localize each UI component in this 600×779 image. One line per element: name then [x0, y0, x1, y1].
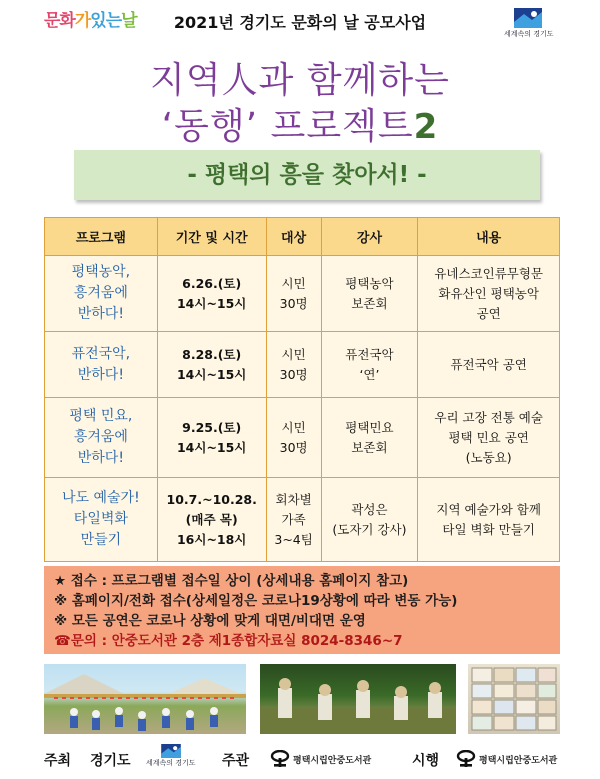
gyeonggi-logo-icon — [514, 8, 542, 28]
notice-box — [44, 566, 560, 654]
cell-line: 유네스코인류무형문 — [434, 265, 544, 281]
cell-program — [45, 332, 158, 398]
main-title-number: 2 — [413, 107, 439, 147]
photo-farmers-music-art — [44, 664, 246, 734]
cell-line: 우리 고장 전통 예술 — [434, 409, 543, 425]
logo-part-2: 가 — [74, 11, 91, 31]
photo-traditional-farming — [260, 664, 456, 734]
cell-target — [266, 398, 321, 478]
cell-line: (도자기 강사) — [332, 521, 407, 537]
cell-instructor — [321, 332, 418, 398]
cell-line: 14시~15시 — [176, 295, 247, 311]
cell-target — [266, 478, 321, 562]
cell-line: 흥겨움에 — [73, 285, 128, 301]
cell-line: 나도 예술가! — [62, 490, 140, 506]
cell-line: 타일 벽화 만들기 — [442, 521, 535, 537]
cell-program — [45, 256, 158, 332]
top-bar — [0, 0, 600, 44]
cell-line: 평택 민요 공연 — [448, 429, 529, 445]
gyeonggi-logo-text: 세계속의 경기도 — [504, 30, 554, 38]
cell-line: 3~4팀 — [274, 531, 313, 547]
cell-line: 평택 민요, — [69, 408, 133, 424]
notice-line: ★ 접수 : 프로그램별 접수일 상이 (상세내용 홈페이지 참고) — [54, 573, 409, 589]
cell-date — [157, 332, 266, 398]
cell-line: 만들기 — [80, 532, 122, 548]
cell-line: 30명 — [279, 366, 308, 382]
main-title-line2-text: ‘동행’ 프로젝트 — [161, 106, 414, 147]
cell-target — [266, 332, 321, 398]
cell-line: ‘연’ — [359, 366, 380, 382]
cell-line: 반하다! — [77, 366, 124, 383]
photo-tile-art — [468, 664, 560, 734]
table-header-row — [45, 218, 560, 256]
notice-line: ※ 모든 공연은 코로나 상황에 맞게 대면/비대면 운영 — [54, 613, 366, 629]
cell-line: 퓨전국악 공연 — [450, 356, 527, 372]
column-header-period: 기간 및 시간 — [157, 218, 266, 256]
cell-content — [418, 256, 560, 332]
cell-line: 화유산인 평택농악 — [438, 285, 539, 301]
cell-program — [45, 398, 158, 478]
main-title-line1: 지역人과 함께하는 — [150, 60, 450, 101]
cell-line: 가족 — [281, 511, 306, 527]
footer — [0, 744, 600, 774]
cell-line: 평택농악 — [345, 275, 394, 291]
cell-line: 8.28.(토) — [182, 346, 242, 362]
notice-line: ※ 홈페이지/전화 접수(상세일정은 코로나19상황에 따라 변동 가능) — [54, 593, 458, 609]
cell-line: 16시~18시 — [176, 531, 247, 547]
cell-line: 6.26.(토) — [182, 275, 242, 291]
executor-label: 시행 — [412, 753, 440, 769]
cell-line: 보존회 — [351, 439, 388, 455]
cell-date — [157, 398, 266, 478]
main-title-line2 — [0, 98, 600, 149]
cell-line: 퓨전국악, — [71, 345, 131, 362]
subtitle-band: - 평택의 흥을 찾아서! - — [74, 150, 540, 200]
executor-name: 평택시립안중도서관 — [479, 755, 558, 766]
column-header-instructor: 강사 — [321, 218, 418, 256]
cell-line: 보존회 — [351, 295, 388, 311]
cell-line: 회차별 — [275, 491, 312, 507]
table-row — [45, 256, 560, 332]
program-table — [44, 217, 560, 562]
table-row — [45, 398, 560, 478]
column-header-content: 내용 — [418, 218, 560, 256]
cell-line: 14시~15시 — [176, 439, 247, 455]
logo-part-1: 문화 — [44, 11, 75, 31]
cell-date — [157, 478, 266, 562]
cell-line: 30명 — [279, 295, 308, 311]
cell-content — [418, 332, 560, 398]
cell-line: 30명 — [279, 439, 308, 455]
table-row — [45, 332, 560, 398]
cell-line: 반하다! — [77, 306, 124, 322]
column-header-target: 대상 — [266, 218, 321, 256]
cell-line: 타일벽화 — [73, 511, 128, 527]
executor-logo — [456, 747, 557, 771]
contact-line: ☎문의 : 안중도서관 2층 제1종합자료실 8024-8346~7 — [54, 633, 403, 649]
cell-line: 퓨전국악 — [345, 346, 394, 362]
cell-line: 9.25.(토) — [182, 419, 242, 435]
cell-line: 공연 — [476, 305, 501, 321]
host-label: 주최 — [44, 753, 72, 769]
host-name: 경기도 — [90, 753, 131, 769]
host-logo — [146, 744, 196, 768]
photo-farmers-music-performance — [44, 664, 246, 734]
cell-content — [418, 398, 560, 478]
cell-instructor — [321, 398, 418, 478]
logo-part-3: 있는 — [90, 11, 122, 31]
cell-line: 곽성은 — [351, 501, 388, 517]
photo-tile-mural — [468, 664, 560, 734]
cell-line: 평택민요 — [345, 419, 394, 435]
cell-target — [266, 256, 321, 332]
cell-program — [45, 478, 158, 562]
cell-line: (노동요) — [465, 449, 512, 465]
cell-line: 10.7.~10.28. — [166, 491, 257, 507]
cell-line: 14시~15시 — [176, 366, 247, 382]
library-emblem-icon — [270, 750, 290, 768]
cell-line: 지역 예술가와 함께 — [436, 501, 541, 517]
cell-line: 반하다! — [77, 450, 124, 466]
cell-line: 시민 — [281, 419, 306, 435]
logo-part-4: 날 — [121, 11, 137, 31]
organizer-logo — [270, 747, 371, 771]
cell-line: (매주 목) — [185, 511, 238, 527]
gyeonggi-logo-icon — [158, 744, 184, 758]
cell-line: 흥겨움에 — [73, 429, 128, 445]
cell-line: 시민 — [281, 275, 306, 291]
organizer-label: 주관 — [222, 753, 250, 769]
cell-instructor — [321, 256, 418, 332]
host-logo-text: 세계속의 경기도 — [146, 759, 196, 767]
table-row — [45, 478, 560, 562]
cell-line: 평택농악, — [71, 264, 131, 280]
photo-farming-art — [260, 664, 456, 734]
header-title: 2021년 경기도 문화의 날 공모사업 — [173, 13, 427, 32]
column-header-program: 프로그램 — [45, 218, 158, 256]
cell-line: 시민 — [281, 346, 306, 362]
cell-instructor — [321, 478, 418, 562]
organizer-name: 평택시립안중도서관 — [293, 755, 372, 766]
gyeonggi-logo — [504, 8, 552, 38]
cell-date — [157, 256, 266, 332]
cell-content — [418, 478, 560, 562]
library-emblem-icon — [456, 750, 476, 768]
